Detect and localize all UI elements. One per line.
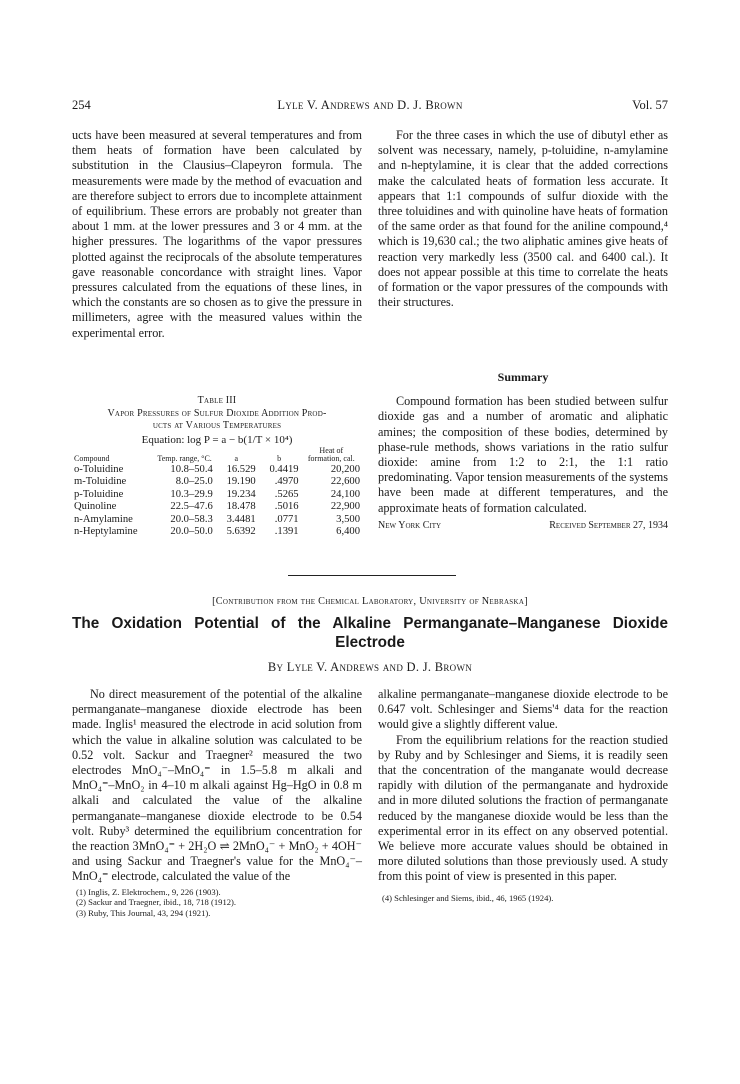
table-caption-line1: Vapor Pressures of Sulfur Dioxide Addition Prod-	[107, 407, 327, 419]
temp-range-cell: 20.0–50.0	[170, 526, 213, 538]
heat-cell: 24,100	[330, 488, 360, 500]
compound-cell: p-Toluidine	[74, 488, 124, 500]
summary-section	[378, 370, 668, 534]
temp-range-cell: 10.3–29.9	[170, 488, 213, 500]
temp-range-cell: 8.0–25.0	[175, 476, 213, 488]
col-header-heat: Heat of formation, cal.	[307, 445, 355, 463]
page-number: 254	[72, 98, 91, 112]
temp-range-cell: 10.8–50.4	[170, 463, 213, 475]
continued-paragraph: ucts have been measured at several temperatures and from them heats of formation have been calculated by substitution in the Clausius–Clapeyron formula. The measurements were made by the method of evacuation and are therefore subject to errors due to incomplete attainment of equilibrium. These errors are probably not greater than about 1 mm. at the lower pressures and 3 or 4 mm. at the higher pressures. The logarithms of the vapor pressures plotted against the reciprocals of the absolute temperatures gave reasonable concordance with straight lines. Vapor pressures calculated from the equations of these lines, in which the constants are so chosen as to give the pressure in millimeters, agree with the measured values within the experimental error.	[72, 128, 362, 340]
footnote-right	[378, 893, 668, 904]
table-equation: Equation: log P = a − b(1/T × 10⁴)	[141, 433, 293, 446]
compound-cell: n-Amylamine	[74, 513, 133, 525]
vapor-pressure-table	[72, 447, 362, 540]
table-iii	[72, 395, 362, 539]
summary-footer	[378, 518, 668, 534]
summary-heading: Summary	[497, 370, 549, 384]
body-right-column	[378, 687, 668, 903]
right-column-text	[378, 128, 668, 310]
table-row	[72, 514, 362, 527]
table-header-row	[72, 447, 362, 464]
heat-cell: 20,200	[330, 463, 360, 475]
a-cell: 5.6392	[226, 526, 256, 538]
a-cell: 19.234	[226, 488, 256, 500]
b-cell: .4970	[274, 476, 299, 488]
a-cell: 18.478	[226, 501, 256, 513]
b-cell: .0771	[274, 513, 299, 525]
byline: By Lyle V. Andrews and D. J. Brown	[267, 660, 473, 674]
heat-cell: 3,500	[336, 513, 360, 525]
equilibrium-paragraph: From the equilibrium relations for the reaction studied by Ruby and by Schlesinger and Siems, it is readily seen that the concentration of the manganate would decrease rapidly with dilution of the permanganate and hydroxide and in more diluted solutions the fraction of permanganate reduced by the manganese dioxide would be less than the experimental error in its effect on any observed potential. We believe more accurate values should be obtained in more diluted solutions than those previously used. A study from this point of view is presented in this paper.	[378, 732, 668, 884]
header-authors: Lyle V. Andrews and D. J. Brown	[277, 98, 463, 112]
col-header-a: a	[234, 454, 239, 463]
intro-paragraph: No direct measurement of the potential of the alkaline permanganate–manganese dioxide electrode has been made. Inglis¹ measured the electrode in acid solution from which the value in alkaline solution was calculated to be 0.52 volt. Sackur and Traegner² measured the two electrodes MnO₄⁻–MnO₄⁼ in 1.5–5.8 m alkali and MnO₄⁼–MnO₂ in 4–10 m alkali against Hg–HgO in 0.8 m alkali and calculated the value of the alkaline permanganate–manganese dioxide electrode to be 0.54 volt. Ruby³ determined the equilibrium concentration for the reaction 3MnO₄⁼ + 2H₂O ⇌ 2MnO₄⁻ + MnO₂ + 4OH⁻ and using Sackur and Traegner's value for the MnO₄⁻–MnO₄⁼ electrode, calculated the value of the	[72, 687, 362, 884]
compound-cell: n-Heptylamine	[74, 526, 138, 538]
section-divider	[288, 575, 456, 576]
a-cell: 19.190	[226, 476, 256, 488]
running-header	[72, 98, 668, 116]
received-date: Received September 27, 1934	[549, 519, 668, 531]
footnote-1: (1) Inglis, Z. Elektrochem., 9, 226 (1903).	[76, 886, 221, 897]
col-header-compound: Compound	[74, 454, 110, 463]
col-header-b: b	[277, 454, 282, 463]
table-row	[72, 464, 362, 477]
heat-cell: 6,400	[336, 526, 360, 538]
continuation-paragraph: alkaline permanganate–manganese dioxide electrode to be 0.647 volt. Schlesinger and Siems'⁴ data for the reaction would give a slightly different value.	[378, 687, 668, 732]
compound-cell: Quinoline	[74, 501, 117, 513]
b-cell: 0.4419	[269, 463, 299, 475]
heat-cell: 22,600	[330, 476, 360, 488]
temp-range-cell: 20.0–58.3	[170, 513, 213, 525]
table-row	[72, 476, 362, 489]
table-label: Table III	[197, 395, 237, 406]
contribution-line: [Contribution from the Chemical Laboratory, University of Nebraska]	[212, 596, 528, 607]
body-left-column	[72, 687, 362, 919]
left-column-continued-text	[72, 128, 362, 341]
article-title-line1: The Oxidation Potential of the Alkaline Permanganate–Manganese Dioxide	[72, 615, 668, 632]
discussion-paragraph: For the three cases in which the use of dibutyl ether as solvent was necessary, namely, p-toluidine, n-amylamine and n-heptylamine, it is clear that the added corrections make the calculated heats of formation less accurate. It appears that 1:1 compounds of sulfur dioxide with the three toluidines and with quinoline have heats of formation of the same order as that found for the aniline compound,⁴ which is 19,630 cal.; the two aliphatic amines give heats of reaction very markedly less (3500 cal. and 6400 cal.). It does not appear possible at this time to correlate the heats of formation or the vapor pressures of the compounds with their structures.	[378, 128, 668, 310]
article-title-line2: Electrode	[335, 634, 405, 651]
place-label: New York City	[378, 519, 442, 531]
summary-paragraph: Compound formation has been studied between sulfur dioxide gas and a number of aromatic and aliphatic amines; the composition of these bodies, determined by phase-rule methods, shows variations in the ratio sulfur dioxide: amine from 1:2 to 2:1, the 1:1 ratio predominating. Vapor tension measurements of the systems have been made at different temperatures, and the approximate heats of formation calculated.	[378, 394, 668, 515]
table-row	[72, 526, 362, 539]
b-cell: .1391	[274, 526, 299, 538]
heat-cell: 22,900	[330, 501, 360, 513]
footnote-3: (3) Ruby, This Journal, 43, 294 (1921).	[76, 908, 211, 919]
compound-cell: o-Toluidine	[74, 463, 124, 475]
footnotes-left	[72, 887, 362, 919]
footnote-2: (2) Sackur and Traegner, ibid., 18, 718 (1912).	[76, 897, 237, 908]
b-cell: .5016	[274, 501, 299, 513]
volume-label: Vol. 57	[632, 98, 668, 112]
col-header-temp-range: Temp. range, °C.	[157, 454, 212, 463]
a-cell: 3.4481	[226, 513, 256, 525]
table-caption-line2: ucts at Various Temperatures	[152, 420, 282, 431]
article-title	[72, 614, 668, 652]
temp-range-cell: 22.5–47.6	[170, 501, 213, 513]
b-cell: .5265	[274, 488, 299, 500]
table-row	[72, 489, 362, 502]
table-row	[72, 501, 362, 514]
compound-cell: m-Toluidine	[74, 476, 127, 488]
a-cell: 16.529	[226, 463, 256, 475]
footnote-4: (4) Schlesinger and Siems, ibid., 46, 1965 (1924).	[382, 892, 554, 903]
